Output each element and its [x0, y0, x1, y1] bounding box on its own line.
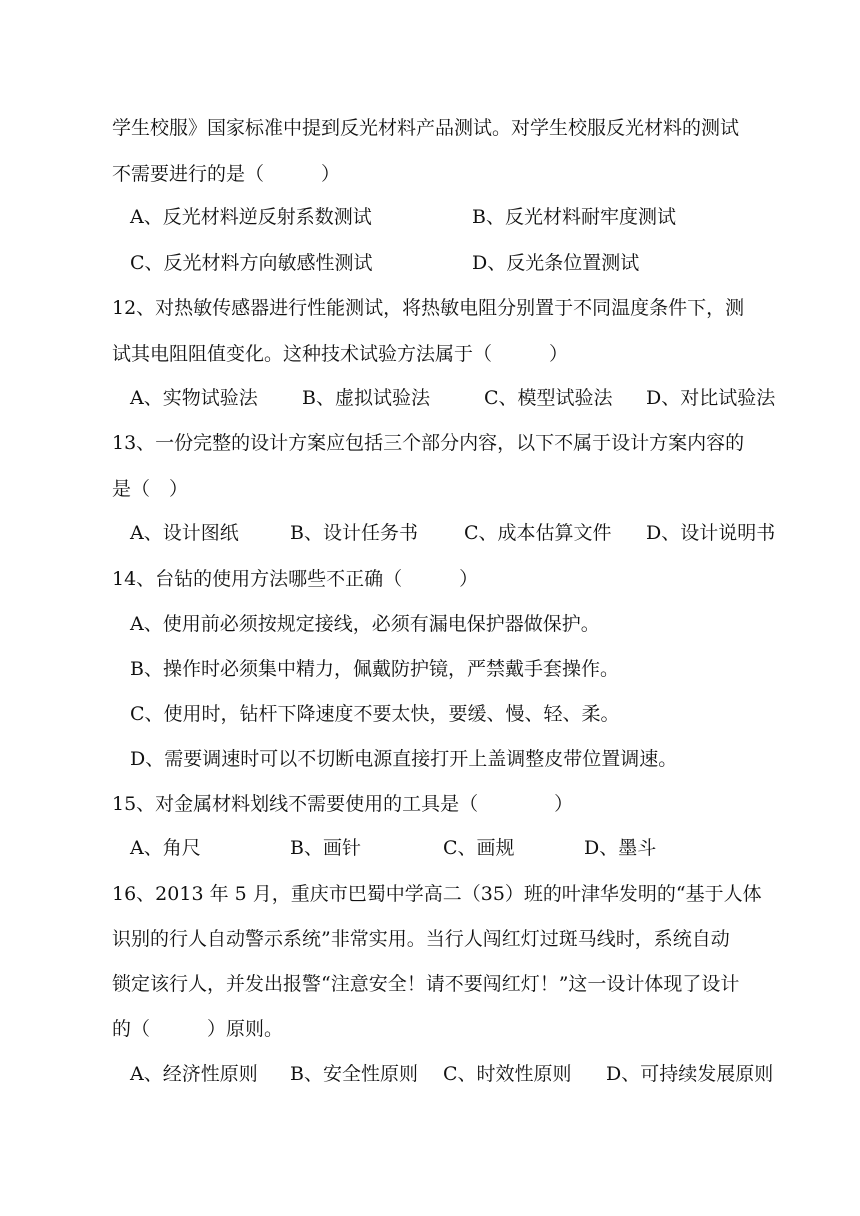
q13-option-b: B、设计任务书 — [290, 522, 418, 544]
q16-stem-line-4: 的（ ）原则。 — [112, 1018, 284, 1040]
q13-stem-line-2: 是（ ） — [112, 478, 189, 500]
q16-stem-line-1: 16、2013 年 5 月，重庆市巴蜀中学高二（35）班的叶津华发明的“基于人体 — [112, 883, 762, 905]
q12-stem-line-2: 试其电阻阻值变化。这种技术试验方法属于（ ） — [112, 343, 569, 365]
q13-option-a: A、设计图纸 — [130, 522, 239, 544]
q11-stem-line-1: 学生校服》国家标准中提到反光材料产品测试。对学生校服反光材料的测试 — [112, 117, 740, 139]
q15-option-d: D、墨斗 — [584, 837, 657, 859]
q12-option-a: A、实物试验法 — [130, 387, 258, 409]
q16-stem-line-2: 识别的行人自动警示系统”非常实用。当行人闯红灯过斑马线时，系统自动 — [112, 928, 730, 950]
q12-option-c: C、模型试验法 — [484, 387, 613, 409]
q14-stem-line-1: 14、台钻的使用方法哪些不正确（ ） — [112, 568, 479, 590]
q16-option-b: B、安全性原则 — [290, 1063, 418, 1085]
q12-option-d: D、对比试验法 — [646, 387, 776, 409]
q15-option-b: B、画针 — [290, 837, 361, 859]
q16-option-d: D、可持续发展原则 — [606, 1063, 774, 1085]
q16-option-c: C、时效性原则 — [443, 1063, 572, 1085]
q16-option-a: A、经济性原则 — [130, 1063, 258, 1085]
q11-option-d: D、反光条位置测试 — [472, 252, 640, 274]
q14-option-c: C、使用时，钻杆下降速度不要太快，要缓、慢、轻、柔。 — [130, 703, 620, 725]
q11-option-b: B、反光材料耐牢度测试 — [472, 206, 676, 228]
q13-option-d: D、设计说明书 — [646, 522, 776, 544]
q16-options-row — [130, 1062, 774, 1206]
q13-option-c: C、成本估算文件 — [464, 522, 612, 544]
q15-option-c: C、画规 — [443, 837, 515, 859]
q14-option-b: B、操作时必须集中精力，佩戴防护镜，严禁戴手套操作。 — [130, 658, 619, 680]
q12-option-b: B、虚拟试验法 — [302, 387, 430, 409]
q12-stem-line-1: 12、对热敏传感器进行性能测试，将热敏电阻分别置于不同温度条件下，测 — [112, 297, 745, 319]
q11-option-c: C、反光材料方向敏感性测试 — [130, 252, 373, 274]
q16-stem-line-3: 锁定该行人，并发出报警“注意安全！请不要闯红灯！”这一设计体现了设计 — [112, 973, 740, 995]
q14-option-d: D、需要调速时可以不切断电源直接打开上盖调整皮带位置调速。 — [130, 748, 678, 770]
q14-option-a: A、使用前必须按规定接线，必须有漏电保护器做保护。 — [130, 613, 600, 635]
q15-stem-line-1: 15、对金属材料划线不需要使用的工具是（ ） — [112, 793, 574, 815]
q13-stem-line-1: 13、一份完整的设计方案应包括三个部分内容，以下不属于设计方案内容的 — [112, 432, 745, 454]
q11-stem-line-2: 不需要进行的是（ ） — [112, 163, 341, 185]
q11-option-a: A、反光材料逆反射系数测试 — [130, 206, 372, 228]
q15-option-a: A、角尺 — [130, 837, 201, 859]
